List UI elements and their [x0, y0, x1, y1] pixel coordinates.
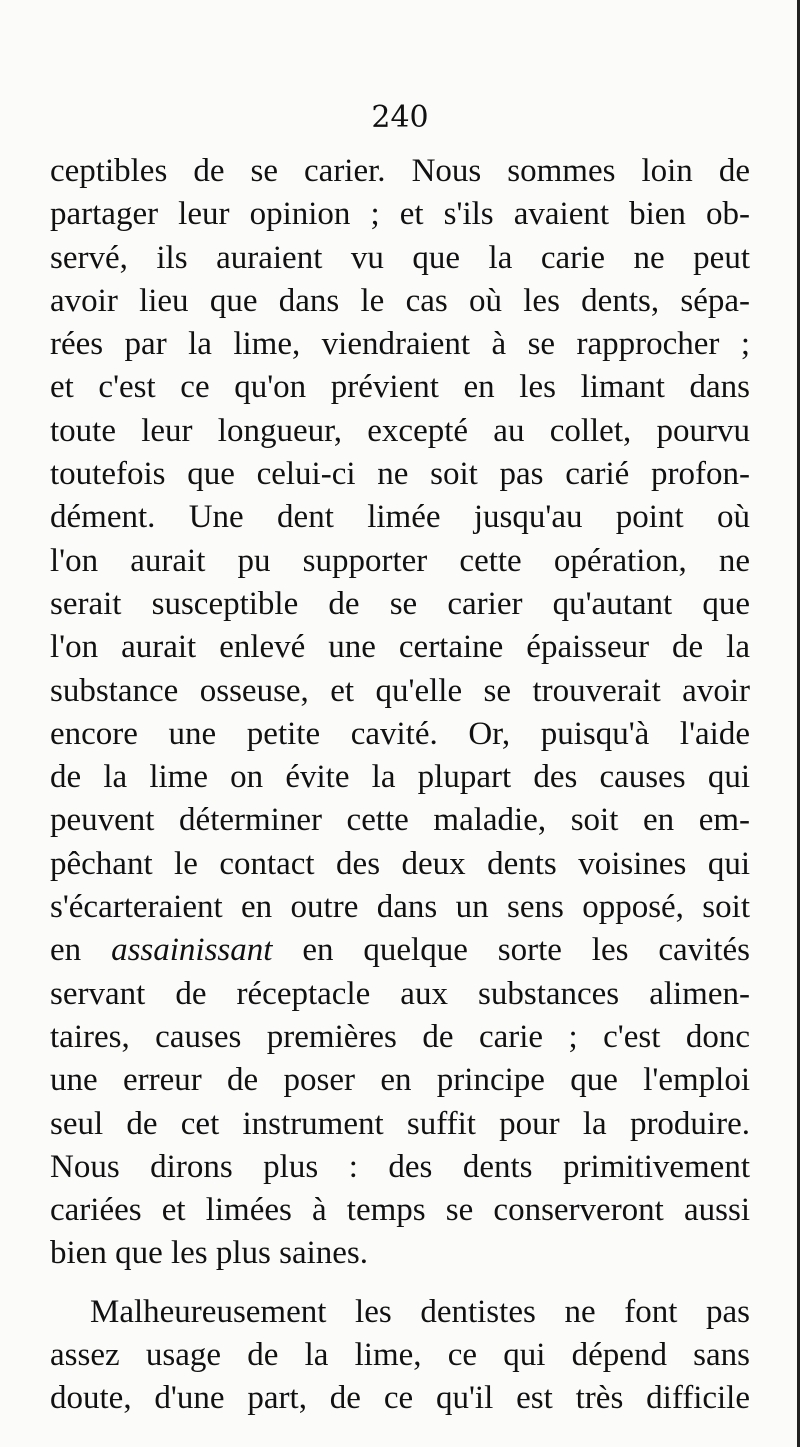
text-line: Nous dirons plus : des dents primitivement — [50, 1148, 750, 1185]
text-line: avoir lieu que dans le cas où les dents, sépa- — [50, 282, 750, 319]
text-line: une erreur de poser en principe que l'emploi — [50, 1062, 750, 1099]
text-line: et c'est ce qu'on prévient en les limant dans — [50, 369, 750, 406]
text-line: toute leur longueur, excepté au collet, pourvu — [50, 412, 750, 449]
paragraph-gap — [50, 1276, 750, 1291]
text-line: partager leur opinion ; et s'ils avaient bien ob- — [50, 196, 750, 233]
text-line: assez usage de la lime, ce qui dépend sans — [50, 1337, 750, 1374]
body-text — [50, 150, 750, 1421]
text-line: rées par la lime, viendraient à se rapprocher ; — [50, 326, 750, 363]
text-line: toutefois que celui-ci ne soit pas carié profon- — [50, 456, 750, 493]
text-line: doute, d'une part, de ce qu'il est très difficile — [50, 1380, 750, 1417]
paragraph-1 — [50, 150, 750, 1276]
text-line: de la lime on évite la plupart des causes qui — [50, 759, 750, 796]
text-line: encore une petite cavité. Or, puisqu'à l'aide — [50, 715, 750, 752]
text-segment: en quelque sorte les cavités — [302, 932, 750, 969]
text-line: seul de cet instrument suffit pour la produire. — [50, 1105, 750, 1142]
text-line: bien que les plus saines. — [50, 1235, 369, 1272]
text-line: servé, ils auraient vu que la carie ne peut — [50, 239, 750, 276]
text-line: l'on aurait pu supporter cette opération, ne — [50, 542, 750, 579]
text-line: ceptibles de se carier. Nous sommes loin de — [50, 153, 750, 189]
text-line: Malheureusement les dentistes ne font pas — [90, 1293, 750, 1330]
text-line: substance osseuse, et qu'elle se trouverait avoir — [50, 672, 750, 709]
text-line-with-emphasis — [50, 929, 750, 972]
page-number: 240 — [371, 100, 429, 135]
text-line: serait susceptible de se carier qu'autant que — [50, 585, 750, 622]
text-line: l'on aurait enlevé une certaine épaisseur de la — [50, 629, 750, 666]
text-segment: en — [50, 932, 82, 969]
text-line: peuvent déterminer cette maladie, soit en em- — [50, 802, 750, 839]
text-line: s'écarteraient en outre dans un sens opposé, soit — [50, 889, 750, 926]
text-line: taires, causes premières de carie ; c'est donc — [50, 1018, 750, 1055]
text-line: servant de réceptacle aux substances alimen- — [50, 975, 750, 1012]
text-line: pêchant le contact des deux dents voisines qui — [50, 845, 750, 882]
text-line: cariées et limées à temps se conserveront aussi — [50, 1192, 750, 1229]
emphasis-text: assainissant — [111, 932, 273, 969]
paragraph-2 — [50, 1291, 750, 1421]
text-line: dément. Une dent limée jusqu'au point où — [50, 499, 750, 536]
